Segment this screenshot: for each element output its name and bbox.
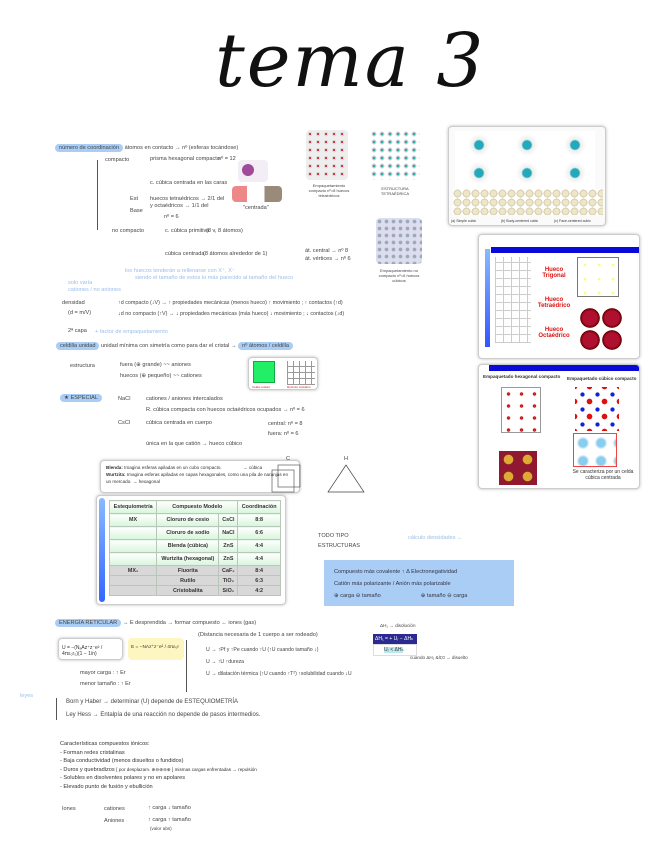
n12: nº = 12 [218,156,236,162]
page-title: tema 3 [215,18,486,104]
cubic-caption: Empaquetamiento no compacto nº=6 huecos cúbicos [378,268,420,283]
ccc-text: c. cúbica centrada en las caras [150,180,228,186]
wurtzita-arrow: → hexagonal [132,479,160,484]
segunda-capa: 2ª capa [68,328,87,334]
especial-label: ★ ESPECIAL [60,394,102,402]
cubic-packing-image [376,218,422,264]
prim-note: (8 v, 8 átomos) [206,228,243,234]
coordination-table-card [96,495,286,605]
blenda-text: Imagina esferas apiladas en un cubo compacto. [124,465,222,470]
n6: nº = 6 [164,214,179,220]
table-row: Cloruro de sodio NaCl 6:6 [110,527,281,540]
dh-formula: ΔH₁ = + Uᵣ − ΔHₕ [373,634,417,644]
lattice-caption: Retículo cristalino [287,385,311,389]
packing-slide [478,364,640,489]
todo-tipo: TODO TIPO [318,533,349,539]
hcp-title: Empaquetado hexagonal compacto [483,374,561,379]
header-compuesto: Compuesto Modelo [157,501,238,514]
bluebox-line-3b: ⊕ tamaño ⊖ carga [420,593,468,599]
central: át. central → nº 8 [305,248,349,254]
packing-caption: Empaquetamiento compacto nº=8 huecos tetraédricos [308,183,350,198]
dh-note: ΔH₁ → disolución [380,623,416,628]
est: Est [130,196,139,202]
ccp-caption: Se caracteriza por un celda cúbica centrada [572,469,634,481]
faded-note-3: solo varía [68,280,93,286]
primitiva: c. cúbica primitiva [165,228,210,234]
cc-note: (8 átomos alrededor de 1) [203,251,268,257]
celdilla-label: celdilla unidad [56,342,99,350]
cscl-unica: única en la que catión → hueco cúbico [146,441,243,447]
nacl: NaCl [118,396,131,402]
unit-cell-caption: Celda unidad [252,385,270,389]
faded-note-4: cationes / no aniones [68,287,121,293]
u-line-3: U → dilatación térmica (↑U cuando ↑T²) ↑solubilidad cuando ↓U [206,671,352,677]
cationes-props: ↑ carga ↓ tamaño [148,805,191,811]
table-row: MX Cloruro de cesio CsCl 8:8 [110,514,281,527]
aniones-note: (valor abs) [150,826,172,831]
formula-u: U = −(NₐAz⁺z⁻e² / 4πε₀r₀)(1 − 1/n) [58,638,123,660]
fcc-images [232,186,282,202]
leyes-faded: leyes [20,693,34,699]
duros-note: [ por desplazam. ⊕⊖⊕⊖⊕ ] mismas cargas enfrentadas → repulsión [116,766,257,772]
cscl-central: central: nº = 8 [268,421,303,427]
estructura-huecos: huecos (⊕ pequeño) ~~ cationes [120,373,202,379]
cube-triangle-sketch [268,462,378,498]
unit-cell-image [248,357,318,390]
born-haber: Born y Haber → determinar (U) depende de ESTEQUIOMETRÍA [66,699,239,705]
u-line-1: U → ↑Pf y ↑Pe cuando ↑U (↑U cuando tamaño ↓) [206,647,319,653]
ley-hess: Ley Hess → Entalpía de una reacción no depende de pasos intermedios. [66,712,261,718]
ccp-title: Empaquetado cúbico compacto [567,376,637,381]
list-item: - Forman redes cristalinas [60,749,125,756]
densidad-formula: (d = m/V) [68,310,92,316]
list-item: - Baja conductividad (menos disueltos o fundidos) [60,758,184,765]
energia-note: (Distancia necesaria de 1 cuerpo a ser rodeado) [198,632,318,638]
caracteristicas-list [60,740,257,792]
cationes-label: cationes [104,806,125,812]
list-item: - Duros y quebradizos [60,766,115,773]
wurtzita-text: Imagina esferas apiladas en capas hexagonales, como una pila de naranjas en un mercado. [106,472,289,484]
celdilla-result: nº átomos / celdilla [238,342,293,350]
factor-note: + factor de empaquetamiento [95,329,168,335]
bcc-caption: (b) Body-centered cubic [501,219,539,223]
aniones-label: Aniones [104,818,125,824]
unit-cells-image [448,126,606,226]
dh-condition: Uᵣ < ΔHₕ [384,647,404,653]
coordination-label: número de coordinación [55,144,123,152]
faded-note-1: los huecos tenderán a rellenarse con X⁺, X⁻ [125,268,235,274]
nacl-1: cationes / aniones intercalados [146,396,223,402]
blenda-arrow: → cúbica [242,465,263,470]
centrada-label: "centrada" [243,205,269,211]
estructura-fuera: fuera (⊕ grande) ~~ aniones [120,362,191,368]
hexagonal-image [238,160,268,182]
estructuras: ESTRUCTURAS [318,543,360,549]
base: Base [130,208,143,214]
polarization-box [324,560,514,606]
list-item: - Elevado punto de fusión y ebullición [60,783,153,790]
formula-e: E = −NAz⁺z⁻e² / 4πε₀r [128,638,184,660]
no-compacto: no compacto [112,228,145,234]
nacl-2: R. cúbica compacta con huecos octaédricos ocupados → nº = 6 [146,407,305,413]
densidad-row-1: ↑d compacto (↓V) → ↑ propiedades mecánicas (menos hueco) ↑ movimiento ; ↑ contactos (↑d) [118,300,343,306]
vertices: át. vértices → nº 6 [305,256,351,262]
u-line-2: U → ↑U ↑dureza [206,659,245,665]
energia-def: → E desprendida → formar compuesto ← iones (gas) [122,620,257,626]
faded-note-2: siendo el tamaño de estos lo más parecido al tamaño del hueco [135,275,294,281]
centrada-cuerpo: cúbica centrada [165,251,205,257]
caracteristicas-title: Características compuestos iónicos: [60,741,150,747]
hex-label: H [344,456,349,462]
bluebox-line-2: Catión más polarizante / Anión más polarizable [334,581,451,587]
aniones-props: ↑ carga ↑ tamaño [148,817,191,823]
table-row: Cristobalita SiO₂ 4:2 [110,586,281,596]
table-row: Rutilo TiO₂ 6:3 [110,576,281,586]
calculo-densidades: cálculo densidades ← [408,535,463,541]
hueco-tetraedrico-label: Hueco Tetraédrico [537,297,571,309]
list-item: - Solubles en disolventes polares y no en apolares [60,775,186,782]
blenda-label: Blenda: [106,465,123,470]
coordination-def: átomos en contacto → nº (esferas tocándose) [124,145,239,151]
bluebox-line-1: Compuesto más covalente ↑ Δ Electronegatividad [334,569,458,575]
table-row: Wurtzita (hexagonal) ZnS 4:4 [110,553,281,566]
celdilla-def: unidad mínima con simetría como para dar el cristal → [101,343,237,349]
cube-label: C [286,456,291,462]
dh-when: cuando ΔH₁ &lt;0 → disuelto [410,655,468,660]
menor-tamano: menor tamaño : ↑ Er [80,681,131,687]
estructura-label: estructura [70,363,95,369]
header-coordinacion: Coordinación [238,501,281,514]
hueco-octaedrico-label: Hueco Octaédrico [538,327,570,339]
compacto: compacto [105,157,130,163]
sc-caption: (a) Simple cubic [451,219,477,223]
tetrahedral-image [370,130,420,180]
densidad-label: densidad [62,300,85,306]
bluebox-line-3a: ⊕ carga ⊖ tamaño [334,593,381,599]
table-row: MX₂ Fluorita CaF₂ 8:4 [110,566,281,576]
iones-label: Iones [62,806,76,812]
energia-label: ENERGÍA RETICULAR [55,619,121,627]
compact-packing-image [306,130,348,180]
cscl-1: cúbica centrada en cuerpo [146,420,212,426]
hueco-trigonal-label: Hueco Trigonal [542,267,566,279]
prisma-text: prisma hexagonal compacto [150,156,220,162]
mayor-carga: mayor carga : ↑ Er [80,670,126,676]
fcc-caption: (c) Face-centered cubic [554,219,591,223]
wurtzita-label: Wurtzita: [106,472,126,477]
table-row: Blenda (cúbica) ZnS 4:4 [110,540,281,553]
tetra-caption: ESTRUCTURA TETRAÉDRICA [380,186,410,196]
holes-slide [478,234,640,359]
cscl: CsCl [118,420,131,426]
densidad-row-2: ↓d no compacto (↑V) → ↓ propiedades mecánicas (más hueco) ↓ movimiento ; ↓ contactos (↓d) [118,311,345,317]
header-estequiometria: Estequiometría [110,501,157,514]
huecos1: huecos tetraédricos → 2/1 del [150,196,225,202]
coordination-table [109,500,281,596]
cscl-fuera: fuera: nº = 6 [268,431,299,437]
huecos2: y octaédricos → 1/1 del [150,203,209,209]
